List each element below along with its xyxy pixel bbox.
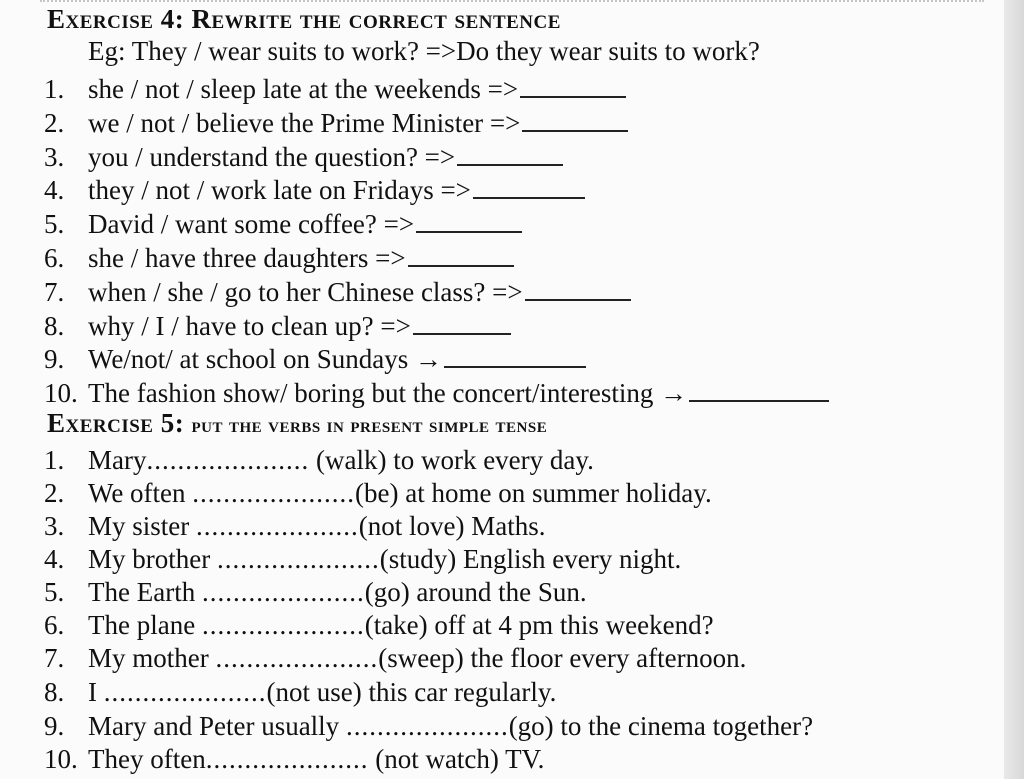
- item-verb-clue: (be) at home on summer holiday.: [355, 478, 712, 508]
- answer-dots[interactable]: .....................: [192, 478, 356, 508]
- item-number: 5.: [44, 577, 65, 607]
- item-verb-clue: (study) English every night.: [379, 544, 682, 574]
- answer-blank[interactable]: [413, 311, 511, 335]
- ex5-item: [44, 542, 681, 576]
- item-number: 1.: [44, 445, 65, 475]
- answer-dots[interactable]: .....................: [205, 744, 369, 774]
- item-subject: Mary: [88, 445, 147, 475]
- item-text: you / understand the question? =>: [88, 142, 456, 172]
- item-subject: I: [88, 677, 104, 707]
- answer-dots[interactable]: .....................: [103, 677, 267, 707]
- item-text: David / want some coffee? =>: [88, 209, 415, 239]
- item-text: she / not / sleep late at the weekends =>: [88, 74, 519, 104]
- example-sentence: Eg: They / wear suits to work? =>Do they wear suits to work?: [88, 36, 760, 66]
- item-number: 3.: [44, 142, 65, 172]
- exercise-4-prefix: Exercise 4:: [47, 4, 185, 34]
- ex4-item: [44, 207, 522, 241]
- item-text: why / I / have to clean up? =>: [88, 311, 411, 341]
- item-text: when / she / go to her Chinese class? =>: [88, 277, 523, 307]
- item-subject: The plane: [88, 610, 202, 640]
- ex5-item: [44, 575, 587, 609]
- answer-blank[interactable]: [522, 108, 628, 132]
- answer-blank[interactable]: [408, 243, 514, 267]
- item-number: 7.: [44, 643, 65, 673]
- answer-dots[interactable]: .....................: [216, 544, 380, 574]
- answer-blank[interactable]: [689, 378, 829, 402]
- answer-blank[interactable]: [444, 344, 586, 368]
- ex4-item: [44, 241, 514, 275]
- item-verb-clue: (not watch) TV.: [368, 744, 545, 774]
- item-number: 4.: [44, 175, 65, 205]
- item-text: we / not / believe the Prime Minister =>: [88, 108, 521, 138]
- item-text: We/not/ at school on Sundays →: [88, 344, 443, 374]
- exercise-4-heading: [47, 4, 561, 35]
- ex4-item: [44, 140, 563, 174]
- answer-dots[interactable]: .....................: [345, 711, 509, 741]
- item-verb-clue: (go) around the Sun.: [364, 577, 587, 607]
- item-number: 8.: [44, 677, 65, 707]
- item-number: 4.: [44, 544, 65, 574]
- answer-dots[interactable]: .....................: [201, 577, 365, 607]
- item-text: she / have three daughters =>: [88, 243, 406, 273]
- answer-blank[interactable]: [473, 175, 585, 199]
- item-subject: The Earth: [88, 577, 202, 607]
- ex5-item: [44, 742, 544, 776]
- item-verb-clue: (go) to the cinema together?: [508, 711, 814, 741]
- ex4-item: [44, 106, 628, 140]
- item-number: 9.: [44, 344, 65, 374]
- item-verb-clue: (take) off at 4 pm this weekend?: [364, 610, 714, 640]
- answer-blank[interactable]: [416, 209, 522, 233]
- item-subject: My sister: [88, 511, 196, 541]
- item-number: 8.: [44, 311, 65, 341]
- ex4-item: [44, 342, 586, 376]
- exercise-4-title: Rewrite the correct sentence: [191, 4, 561, 34]
- ex5-item: [44, 675, 556, 709]
- item-text: they / not / work late on Fridays =>: [88, 175, 471, 205]
- ex4-item: [44, 376, 829, 410]
- ex5-item: [44, 608, 714, 642]
- answer-dots[interactable]: .....................: [201, 610, 365, 640]
- ex4-item: [44, 72, 626, 106]
- item-number: 6.: [44, 610, 65, 640]
- answer-dots[interactable]: .....................: [215, 643, 379, 673]
- answer-dots[interactable]: .....................: [146, 445, 310, 475]
- item-number: 1.: [44, 74, 65, 104]
- item-number: 5.: [44, 209, 65, 239]
- item-number: 10.: [44, 378, 78, 408]
- item-subject: My brother: [88, 544, 217, 574]
- item-verb-clue: (walk) to work every day.: [309, 445, 594, 475]
- answer-dots[interactable]: .....................: [196, 511, 359, 541]
- item-subject: They often: [88, 744, 206, 774]
- item-subject: My mother: [88, 643, 216, 673]
- item-number: 2.: [44, 108, 65, 138]
- item-subject: We often: [88, 478, 193, 508]
- exercise-5-title: put the verbs in present simple tense: [191, 412, 548, 437]
- ex5-item: [44, 641, 746, 675]
- page-right-edge: [1004, 0, 1024, 779]
- exercise-5-prefix: Exercise 5:: [47, 408, 185, 438]
- item-number: 10.: [44, 744, 78, 774]
- ex5-item: [44, 709, 813, 743]
- item-number: 3.: [44, 511, 65, 541]
- ex4-item: [44, 309, 511, 343]
- item-number: 6.: [44, 243, 65, 273]
- answer-blank[interactable]: [520, 74, 626, 98]
- ex5-item: [44, 443, 594, 477]
- item-number: 2.: [44, 478, 65, 508]
- item-verb-clue: (sweep) the floor every afternoon.: [378, 643, 747, 673]
- item-text: The fashion show/ boring but the concert/interesting →: [88, 378, 688, 408]
- item-subject: Mary and Peter usually: [88, 711, 346, 741]
- exercise-5-heading: [47, 408, 547, 439]
- answer-blank[interactable]: [457, 142, 563, 166]
- item-verb-clue: (not love) Maths.: [358, 511, 546, 541]
- item-number: 7.: [44, 277, 65, 307]
- item-verb-clue: (not use) this car regularly.: [266, 677, 557, 707]
- ex4-item: [44, 173, 585, 207]
- ex5-item: [44, 509, 545, 543]
- ex4-item: [44, 275, 631, 309]
- answer-blank[interactable]: [525, 277, 631, 301]
- ex5-item: [44, 476, 712, 510]
- item-number: 9.: [44, 711, 65, 741]
